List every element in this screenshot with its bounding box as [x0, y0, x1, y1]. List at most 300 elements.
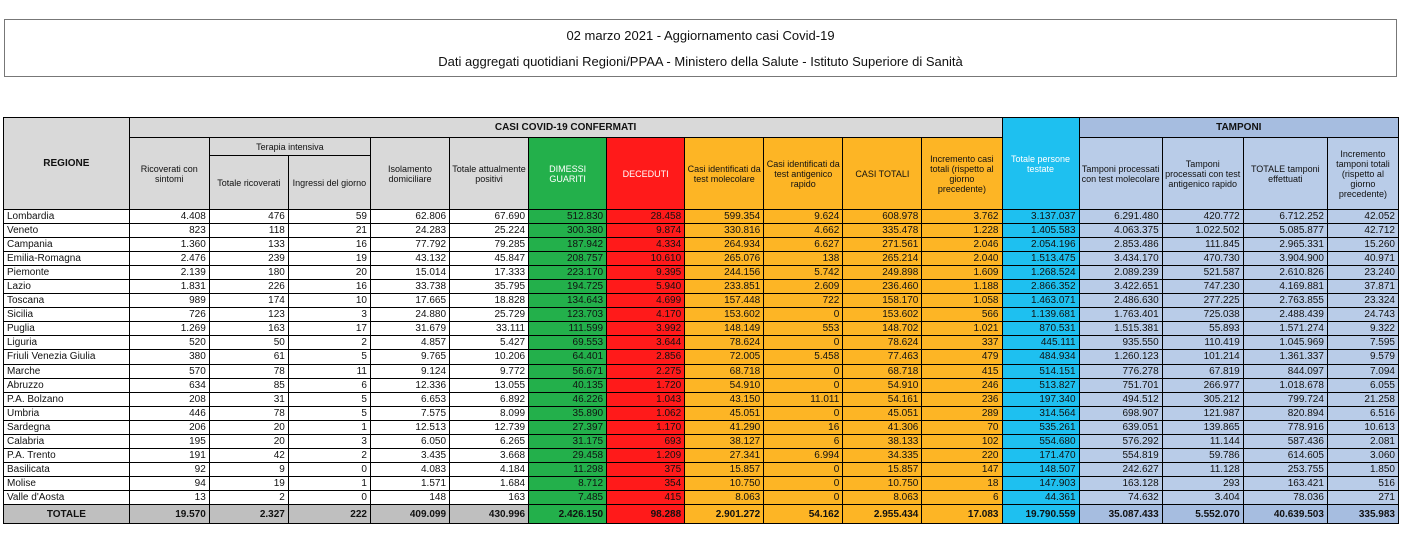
cell-casi-molecolare: 72.005 — [685, 350, 764, 364]
header-ti-ingressi: Ingressi del giorno — [288, 156, 370, 210]
cell-casi-antigenico: 0 — [764, 476, 843, 490]
cell-isolamento: 6.050 — [370, 434, 449, 448]
cell-persone-testate: 870.531 — [1002, 322, 1079, 336]
cell-regione: Campania — [4, 238, 130, 252]
table-row — [4, 378, 1399, 392]
group-tamponi: TAMPONI — [1079, 118, 1398, 138]
header-casi-molecolare: Casi identificati da test molecolare — [685, 138, 764, 210]
cell-isolamento: 31.679 — [370, 322, 449, 336]
cell-deceduti: 375 — [607, 462, 685, 476]
cell-deceduti: 3.992 — [607, 322, 685, 336]
cell-ti-ingressi: 19 — [288, 252, 370, 266]
cell-casi-totali: 10.750 — [843, 476, 922, 490]
cell-incr-tamponi: 6.516 — [1327, 406, 1398, 420]
cell-isolamento: 43.132 — [370, 252, 449, 266]
cell-positivi: 4.184 — [450, 462, 529, 476]
cell-tamp-molecolare: 776.278 — [1079, 364, 1162, 378]
cell-casi-molecolare: 244.156 — [685, 266, 764, 280]
cell-tamp-antigenico: 266.977 — [1162, 378, 1243, 392]
cell-positivi: 6.265 — [450, 434, 529, 448]
cell-isolamento: 12.336 — [370, 378, 449, 392]
cell-dimessi: 31.175 — [529, 434, 607, 448]
cell-tamp-molecolare: 3.434.170 — [1079, 252, 1162, 266]
cell-incr-tamponi: 7.595 — [1327, 336, 1398, 350]
cell-casi-totali: 249.898 — [843, 266, 922, 280]
cell-tamp-molecolare: 935.550 — [1079, 336, 1162, 350]
cell-incremento: 220 — [922, 448, 1002, 462]
table-row — [4, 476, 1399, 490]
cell-ti-totale: 31 — [209, 392, 288, 406]
total-positivi: 430.996 — [450, 505, 529, 524]
cell-tamp-totale: 6.712.252 — [1243, 210, 1327, 224]
cell-incremento: 479 — [922, 350, 1002, 364]
cell-ti-totale: 85 — [209, 378, 288, 392]
cell-ti-ingressi: 5 — [288, 392, 370, 406]
cell-casi-antigenico: 0 — [764, 462, 843, 476]
cell-tamp-totale: 614.605 — [1243, 448, 1327, 462]
cell-regione: Toscana — [4, 294, 130, 308]
cell-ti-ingressi: 1 — [288, 420, 370, 434]
cell-regione: Molise — [4, 476, 130, 490]
header-tamp-totale: TOTALE tamponi effettuati — [1243, 138, 1327, 210]
cell-regione: Umbria — [4, 406, 130, 420]
total-tamp-molecolare: 35.087.433 — [1079, 505, 1162, 524]
cell-ti-totale: 78 — [209, 406, 288, 420]
total-casi-totali: 2.955.434 — [843, 505, 922, 524]
cell-incremento: 1.058 — [922, 294, 1002, 308]
cell-casi-antigenico: 2.609 — [764, 280, 843, 294]
cell-persone-testate: 513.827 — [1002, 378, 1079, 392]
cell-casi-totali: 8.063 — [843, 490, 922, 504]
cell-ricoverati: 195 — [129, 434, 209, 448]
cell-ti-totale: 78 — [209, 364, 288, 378]
cell-incr-tamponi: 15.260 — [1327, 238, 1398, 252]
cell-tamp-molecolare: 576.292 — [1079, 434, 1162, 448]
cell-deceduti: 2.856 — [607, 350, 685, 364]
cell-casi-antigenico: 6.627 — [764, 238, 843, 252]
cell-incr-tamponi: 516 — [1327, 476, 1398, 490]
cell-positivi: 79.285 — [450, 238, 529, 252]
cell-casi-totali: 265.214 — [843, 252, 922, 266]
cell-ricoverati: 634 — [129, 378, 209, 392]
cell-casi-antigenico: 5.742 — [764, 266, 843, 280]
cell-ti-totale: 180 — [209, 266, 288, 280]
cell-positivi: 5.427 — [450, 336, 529, 350]
cell-tamp-totale: 3.904.900 — [1243, 252, 1327, 266]
cell-regione: Calabria — [4, 434, 130, 448]
header-deceduti: DECEDUTI — [607, 138, 685, 210]
cell-casi-antigenico: 0 — [764, 378, 843, 392]
header-tamp-antigenico: Tamponi processati con test antigenico rapido — [1162, 138, 1243, 210]
table-row — [4, 308, 1399, 322]
cell-dimessi: 8.712 — [529, 476, 607, 490]
cell-ti-totale: 19 — [209, 476, 288, 490]
cell-ti-ingressi: 16 — [288, 238, 370, 252]
header-regione: REGIONE — [4, 118, 130, 210]
cell-persone-testate: 1.463.071 — [1002, 294, 1079, 308]
cell-casi-totali: 15.857 — [843, 462, 922, 476]
cell-ti-ingressi: 0 — [288, 490, 370, 504]
cell-incr-tamponi: 21.258 — [1327, 392, 1398, 406]
cell-incremento: 1.609 — [922, 266, 1002, 280]
cell-tamp-molecolare: 4.063.375 — [1079, 224, 1162, 238]
cell-dimessi: 123.703 — [529, 308, 607, 322]
cell-casi-antigenico: 0 — [764, 364, 843, 378]
cell-ti-totale: 20 — [209, 434, 288, 448]
cell-regione: Emilia-Romagna — [4, 252, 130, 266]
cell-casi-totali: 54.161 — [843, 392, 922, 406]
cell-regione: Sicilia — [4, 308, 130, 322]
cell-ti-ingressi: 2 — [288, 336, 370, 350]
cell-positivi: 25.224 — [450, 224, 529, 238]
cell-incremento: 236 — [922, 392, 1002, 406]
cell-persone-testate: 1.405.583 — [1002, 224, 1079, 238]
cell-positivi: 6.892 — [450, 392, 529, 406]
cell-casi-antigenico: 0 — [764, 490, 843, 504]
cell-ricoverati: 1.269 — [129, 322, 209, 336]
cell-dimessi: 300.380 — [529, 224, 607, 238]
cell-incr-tamponi: 10.613 — [1327, 420, 1398, 434]
cell-dimessi: 46.226 — [529, 392, 607, 406]
table-row — [4, 448, 1399, 462]
table-row — [4, 266, 1399, 280]
cell-tamp-antigenico: 59.786 — [1162, 448, 1243, 462]
cell-tamp-totale: 163.421 — [1243, 476, 1327, 490]
cell-deceduti: 693 — [607, 434, 685, 448]
cell-persone-testate: 3.137.037 — [1002, 210, 1079, 224]
cell-casi-antigenico: 4.662 — [764, 224, 843, 238]
cell-casi-antigenico: 11.011 — [764, 392, 843, 406]
cell-casi-antigenico: 0 — [764, 406, 843, 420]
cell-casi-totali: 41.306 — [843, 420, 922, 434]
cell-casi-molecolare: 10.750 — [685, 476, 764, 490]
cell-regione: Puglia — [4, 322, 130, 336]
cell-incr-tamponi: 6.055 — [1327, 378, 1398, 392]
cell-ti-totale: 133 — [209, 238, 288, 252]
cell-incremento: 246 — [922, 378, 1002, 392]
cell-deceduti: 9.874 — [607, 224, 685, 238]
cell-isolamento: 6.653 — [370, 392, 449, 406]
cell-casi-antigenico: 9.624 — [764, 210, 843, 224]
table-row — [4, 280, 1399, 294]
cell-ricoverati: 989 — [129, 294, 209, 308]
report-title: 02 marzo 2021 - Aggiornamento casi Covid-19 — [566, 28, 835, 43]
total-incremento: 17.083 — [922, 505, 1002, 524]
total-persone-testate: 19.790.559 — [1002, 505, 1079, 524]
table-body — [4, 210, 1399, 505]
cell-isolamento: 1.571 — [370, 476, 449, 490]
cell-persone-testate: 2.866.352 — [1002, 280, 1079, 294]
cell-tamp-molecolare: 639.051 — [1079, 420, 1162, 434]
cell-regione: Piemonte — [4, 266, 130, 280]
cell-tamp-antigenico: 67.819 — [1162, 364, 1243, 378]
cell-ti-ingressi: 59 — [288, 210, 370, 224]
cell-persone-testate: 1.513.475 — [1002, 252, 1079, 266]
cell-incr-tamponi: 3.060 — [1327, 448, 1398, 462]
cell-incremento: 2.040 — [922, 252, 1002, 266]
cell-dimessi: 27.397 — [529, 420, 607, 434]
cell-tamp-totale: 5.085.877 — [1243, 224, 1327, 238]
total-ti-totale: 2.327 — [209, 505, 288, 524]
cell-tamp-antigenico: 293 — [1162, 476, 1243, 490]
cell-dimessi: 69.553 — [529, 336, 607, 350]
cell-positivi: 18.828 — [450, 294, 529, 308]
total-isolamento: 409.099 — [370, 505, 449, 524]
cell-isolamento: 9.765 — [370, 350, 449, 364]
cell-ti-ingressi: 6 — [288, 378, 370, 392]
cell-tamp-antigenico: 101.214 — [1162, 350, 1243, 364]
total-tamp-totale: 40.639.503 — [1243, 505, 1327, 524]
cell-tamp-totale: 2.965.331 — [1243, 238, 1327, 252]
cell-persone-testate: 171.470 — [1002, 448, 1079, 462]
cell-incr-tamponi: 1.850 — [1327, 462, 1398, 476]
total-casi-molecolare: 2.901.272 — [685, 505, 764, 524]
cell-dimessi: 187.942 — [529, 238, 607, 252]
cell-casi-totali: 236.460 — [843, 280, 922, 294]
cell-positivi: 35.795 — [450, 280, 529, 294]
cell-ti-ingressi: 10 — [288, 294, 370, 308]
cell-ti-totale: 123 — [209, 308, 288, 322]
cell-isolamento: 33.738 — [370, 280, 449, 294]
cell-regione: Friuli Venezia Giulia — [4, 350, 130, 364]
cell-regione: Liguria — [4, 336, 130, 350]
cell-casi-antigenico: 0 — [764, 336, 843, 350]
cell-casi-molecolare: 45.051 — [685, 406, 764, 420]
table-row — [4, 322, 1399, 336]
cell-incremento: 415 — [922, 364, 1002, 378]
cell-casi-molecolare: 38.127 — [685, 434, 764, 448]
cell-persone-testate: 1.268.524 — [1002, 266, 1079, 280]
cell-tamp-molecolare: 2.853.486 — [1079, 238, 1162, 252]
cell-casi-antigenico: 6 — [764, 434, 843, 448]
cell-ti-ingressi: 1 — [288, 476, 370, 490]
cell-ricoverati: 4.408 — [129, 210, 209, 224]
cell-tamp-molecolare: 6.291.480 — [1079, 210, 1162, 224]
cell-isolamento: 12.513 — [370, 420, 449, 434]
cell-casi-molecolare: 599.354 — [685, 210, 764, 224]
cell-positivi: 12.739 — [450, 420, 529, 434]
header-ricoverati: Ricoverati con sintomi — [129, 138, 209, 210]
cell-tamp-molecolare: 1.515.381 — [1079, 322, 1162, 336]
cell-incr-tamponi: 271 — [1327, 490, 1398, 504]
cell-ricoverati: 570 — [129, 364, 209, 378]
cell-persone-testate: 445.111 — [1002, 336, 1079, 350]
cell-incr-tamponi: 23.324 — [1327, 294, 1398, 308]
cell-tamp-antigenico: 139.865 — [1162, 420, 1243, 434]
cell-ti-ingressi: 11 — [288, 364, 370, 378]
cell-tamp-antigenico: 725.038 — [1162, 308, 1243, 322]
table-row — [4, 224, 1399, 238]
cell-tamp-molecolare: 2.089.239 — [1079, 266, 1162, 280]
cell-regione: P.A. Trento — [4, 448, 130, 462]
cell-casi-molecolare: 43.150 — [685, 392, 764, 406]
cell-casi-molecolare: 153.602 — [685, 308, 764, 322]
cell-positivi: 17.333 — [450, 266, 529, 280]
cell-deceduti: 10.610 — [607, 252, 685, 266]
cell-tamp-antigenico: 111.845 — [1162, 238, 1243, 252]
cell-ricoverati: 726 — [129, 308, 209, 322]
cell-ricoverati: 94 — [129, 476, 209, 490]
group-casi-confermati: CASI COVID-19 CONFERMATI — [129, 118, 1002, 138]
covid-table-container — [3, 117, 1399, 524]
cell-tamp-totale: 4.169.881 — [1243, 280, 1327, 294]
cell-ricoverati: 446 — [129, 406, 209, 420]
cell-casi-antigenico: 6.994 — [764, 448, 843, 462]
cell-casi-totali: 45.051 — [843, 406, 922, 420]
cell-ti-ingressi: 21 — [288, 224, 370, 238]
cell-tamp-totale: 1.018.678 — [1243, 378, 1327, 392]
cell-incr-tamponi: 7.094 — [1327, 364, 1398, 378]
report-subtitle: Dati aggregati quotidiani Regioni/PPAA - Ministero della Salute - Istituto Superiore di Sanità — [438, 54, 963, 69]
total-tamp-antigenico: 5.552.070 — [1162, 505, 1243, 524]
cell-incremento: 566 — [922, 308, 1002, 322]
table-row — [4, 294, 1399, 308]
cell-tamp-molecolare: 554.819 — [1079, 448, 1162, 462]
cell-deceduti: 1.720 — [607, 378, 685, 392]
cell-positivi: 13.055 — [450, 378, 529, 392]
cell-casi-molecolare: 8.063 — [685, 490, 764, 504]
table-row — [4, 462, 1399, 476]
cell-incremento: 18 — [922, 476, 1002, 490]
cell-casi-antigenico: 16 — [764, 420, 843, 434]
cell-isolamento: 24.880 — [370, 308, 449, 322]
total-regione: TOTALE — [4, 505, 130, 524]
totals-row — [4, 505, 1399, 524]
cell-persone-testate: 484.934 — [1002, 350, 1079, 364]
cell-tamp-antigenico: 3.404 — [1162, 490, 1243, 504]
cell-casi-molecolare: 15.857 — [685, 462, 764, 476]
cell-casi-antigenico: 0 — [764, 308, 843, 322]
table-row — [4, 252, 1399, 266]
cell-incremento: 1.188 — [922, 280, 1002, 294]
header-isolamento: Isolamento domiciliare — [370, 138, 449, 210]
group-terapia-intensiva: Terapia intensiva — [209, 138, 370, 156]
cell-ti-totale: 20 — [209, 420, 288, 434]
cell-tamp-totale: 1.361.337 — [1243, 350, 1327, 364]
cell-casi-totali: 148.702 — [843, 322, 922, 336]
table-row — [4, 406, 1399, 420]
cell-isolamento: 17.665 — [370, 294, 449, 308]
header-casi-totali: CASI TOTALI — [843, 138, 922, 210]
cell-tamp-molecolare: 1.763.401 — [1079, 308, 1162, 322]
cell-ricoverati: 2.476 — [129, 252, 209, 266]
table-row — [4, 364, 1399, 378]
cell-ti-totale: 9 — [209, 462, 288, 476]
cell-tamp-totale: 1.571.274 — [1243, 322, 1327, 336]
cell-ti-totale: 42 — [209, 448, 288, 462]
cell-tamp-molecolare: 242.627 — [1079, 462, 1162, 476]
cell-casi-totali: 335.478 — [843, 224, 922, 238]
cell-ricoverati: 191 — [129, 448, 209, 462]
cell-regione: Abruzzo — [4, 378, 130, 392]
header-casi-antigenico: Casi identificati da test antigenico rapido — [764, 138, 843, 210]
cell-tamp-totale: 1.045.969 — [1243, 336, 1327, 350]
header-positivi: Totale attualmente positivi — [450, 138, 529, 210]
cell-ti-totale: 2 — [209, 490, 288, 504]
cell-casi-molecolare: 330.816 — [685, 224, 764, 238]
cell-casi-totali: 68.718 — [843, 364, 922, 378]
cell-tamp-antigenico: 277.225 — [1162, 294, 1243, 308]
cell-incr-tamponi: 37.871 — [1327, 280, 1398, 294]
cell-casi-molecolare: 157.448 — [685, 294, 764, 308]
cell-positivi: 9.772 — [450, 364, 529, 378]
cell-dimessi: 29.458 — [529, 448, 607, 462]
cell-casi-molecolare: 78.624 — [685, 336, 764, 350]
total-casi-antigenico: 54.162 — [764, 505, 843, 524]
cell-ti-totale: 61 — [209, 350, 288, 364]
cell-incremento: 1.021 — [922, 322, 1002, 336]
header-dimessi: DIMESSI GUARITI — [529, 138, 607, 210]
cell-positivi: 33.111 — [450, 322, 529, 336]
cell-tamp-antigenico: 121.987 — [1162, 406, 1243, 420]
header-incr-tamponi: Incremento tamponi totali (rispetto al giorno precedente) — [1327, 138, 1398, 210]
cell-deceduti: 2.275 — [607, 364, 685, 378]
cell-casi-totali: 34.335 — [843, 448, 922, 462]
cell-tamp-antigenico: 55.893 — [1162, 322, 1243, 336]
cell-casi-totali: 608.978 — [843, 210, 922, 224]
cell-tamp-totale: 799.724 — [1243, 392, 1327, 406]
cell-ricoverati: 2.139 — [129, 266, 209, 280]
cell-deceduti: 415 — [607, 490, 685, 504]
cell-ti-totale: 50 — [209, 336, 288, 350]
cell-ti-totale: 174 — [209, 294, 288, 308]
cell-incremento: 6 — [922, 490, 1002, 504]
cell-tamp-totale: 2.610.826 — [1243, 266, 1327, 280]
table-row — [4, 420, 1399, 434]
cell-ricoverati: 823 — [129, 224, 209, 238]
cell-regione: Basilicata — [4, 462, 130, 476]
cell-ti-totale: 239 — [209, 252, 288, 266]
cell-ti-ingressi: 5 — [288, 350, 370, 364]
header-incremento: Incremento casi totali (rispetto al giorno precedente) — [922, 138, 1002, 210]
cell-positivi: 67.690 — [450, 210, 529, 224]
table-row — [4, 434, 1399, 448]
cell-dimessi: 40.135 — [529, 378, 607, 392]
cell-deceduti: 354 — [607, 476, 685, 490]
cell-isolamento: 4.083 — [370, 462, 449, 476]
cell-incremento: 289 — [922, 406, 1002, 420]
cell-persone-testate: 147.903 — [1002, 476, 1079, 490]
table-row — [4, 210, 1399, 224]
total-incr-tamponi: 335.983 — [1327, 505, 1398, 524]
cell-deceduti: 4.334 — [607, 238, 685, 252]
cell-ricoverati: 206 — [129, 420, 209, 434]
cell-casi-totali: 38.133 — [843, 434, 922, 448]
cell-tamp-molecolare: 74.632 — [1079, 490, 1162, 504]
report-header — [4, 19, 1397, 77]
cell-casi-molecolare: 68.718 — [685, 364, 764, 378]
cell-tamp-molecolare: 1.260.123 — [1079, 350, 1162, 364]
cell-deceduti: 1.062 — [607, 406, 685, 420]
cell-tamp-totale: 820.894 — [1243, 406, 1327, 420]
cell-casi-totali: 158.170 — [843, 294, 922, 308]
cell-tamp-antigenico: 305.212 — [1162, 392, 1243, 406]
cell-tamp-antigenico: 110.419 — [1162, 336, 1243, 350]
cell-dimessi: 11.298 — [529, 462, 607, 476]
cell-tamp-totale: 778.916 — [1243, 420, 1327, 434]
cell-casi-molecolare: 54.910 — [685, 378, 764, 392]
cell-casi-molecolare: 264.934 — [685, 238, 764, 252]
cell-ricoverati: 1.360 — [129, 238, 209, 252]
cell-dimessi: 134.643 — [529, 294, 607, 308]
cell-dimessi: 208.757 — [529, 252, 607, 266]
cell-ti-ingressi: 3 — [288, 308, 370, 322]
cell-isolamento: 77.792 — [370, 238, 449, 252]
table-row — [4, 350, 1399, 364]
cell-casi-antigenico: 553 — [764, 322, 843, 336]
cell-casi-antigenico: 722 — [764, 294, 843, 308]
cell-isolamento: 148 — [370, 490, 449, 504]
